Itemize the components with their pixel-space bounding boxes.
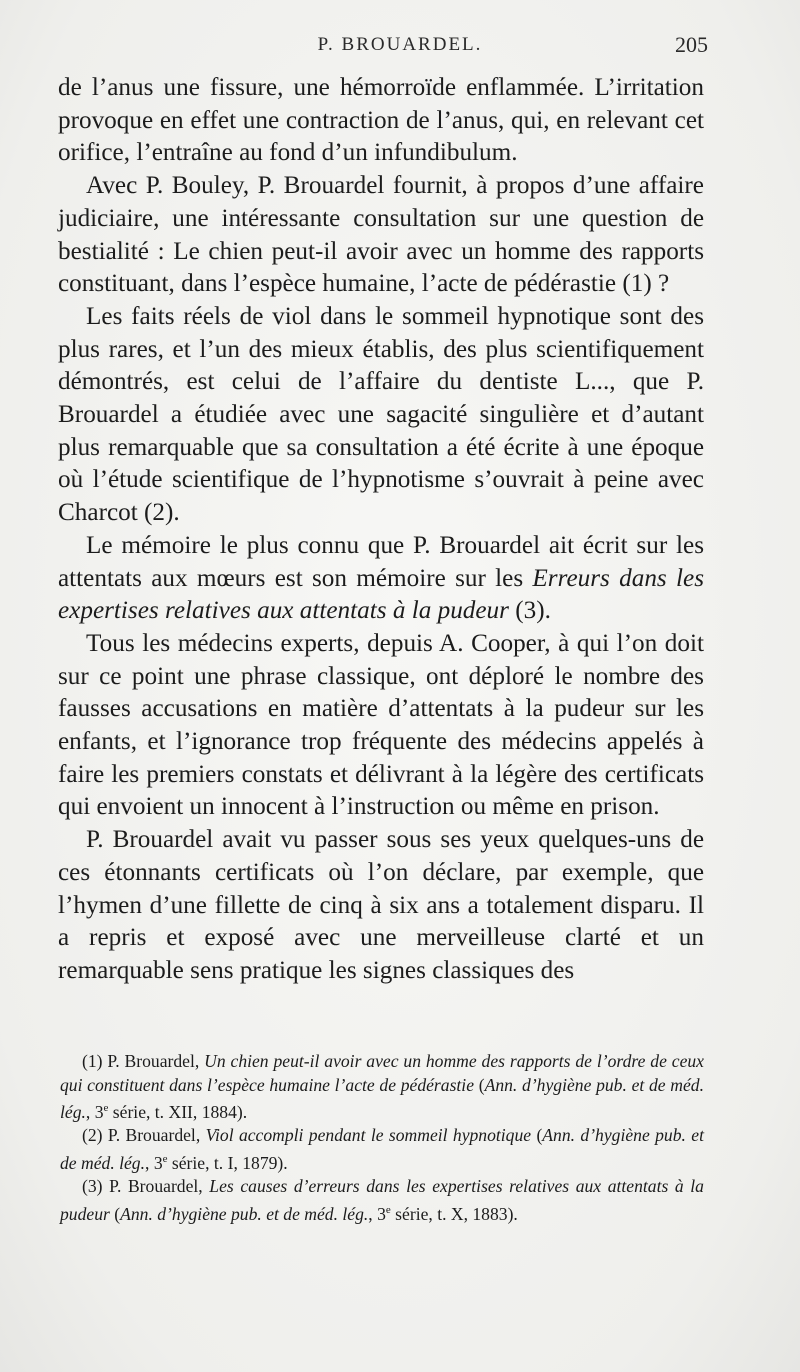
text-run: Le mémoire le plus connu que P. Brouardel ait écrit sur les attentats aux mœurs est son mémoire sur les xyxy=(58,531,704,592)
italic-run: Ann. d’hygiène pub. et de méd. lég. xyxy=(60,1125,704,1173)
text-run: P. Brouardel avait vu passer sous ses yeux quelques-uns de ces étonnants certificats où l’on déclare, par exemple, que l’hymen d’une fillette de cinq à six ans a totalement disparu. Il a repris et exposé avec une merveilleuse clarté et un remarquable sens pratique les signes classiques des xyxy=(58,826,704,984)
paragraph xyxy=(58,301,704,530)
text-run: Tous les médecins experts, depuis A. Cooper, à qui l’on doit sur ce point une phrase classique, ont déploré le nombre des fausses accusations en matière d’attentats à la pudeur sur les enfants, et l’ignorance trop fréquente des médecins appelés à faire les premiers constats et délivrant à la légère des certificats qui envoient un innocent à l’instruction ou même en prison. xyxy=(58,629,704,821)
text-run: (3) P. Brouardel, xyxy=(82,1176,210,1197)
text-run: , 3 xyxy=(368,1203,386,1224)
body-text xyxy=(58,72,704,988)
italic-run: Viol accompli pendant le sommeil hypnotique xyxy=(205,1125,532,1146)
italic-run: Les causes d’erreurs dans les expertises relatives aux attentats à la pudeur xyxy=(60,1176,704,1224)
text-run: (2) P. Brouardel, xyxy=(82,1125,206,1146)
running-head: P. BROUARDEL. xyxy=(317,34,483,55)
page-header xyxy=(0,34,800,64)
footnote xyxy=(60,1124,704,1175)
paragraph xyxy=(58,628,704,824)
text-run: Les faits réels de viol dans le sommeil hypnotique sont des plus rares, et l’un des mieux établis, des plus scientifiquement démontrés, est celui de l’affaire du dentiste L..., que P. Brouardel a étudiée avec une sagacité singulière et d’autant plus remarquable que sa consultation a été écrite à une époque où l’étude scientifique de l’hypnotisme s’ouvrait à peine avec Charcot (2). xyxy=(58,302,704,527)
page-number: 205 xyxy=(675,32,708,57)
text-run: de l’anus une fissure, une hémorroïde enflammée. L’irritation provoque en effet une contraction de l’anus, qui, en relevant cet orifice, l’entraîne au fond d’un infundibulum. xyxy=(58,74,704,167)
paragraph xyxy=(58,170,704,301)
text-run: (3). xyxy=(508,597,551,625)
italic-run: Erreurs dans les expertises relatives aux attentats à la pudeur xyxy=(58,564,704,625)
text-run: ( xyxy=(531,1125,543,1146)
text-run: série, t. XII, 1884). xyxy=(108,1101,248,1122)
footnote xyxy=(60,1175,704,1226)
text-run: , 3 xyxy=(85,1101,104,1122)
footnote xyxy=(60,1050,704,1124)
text-run: , 3 xyxy=(145,1152,163,1173)
superscript-run: e xyxy=(162,1152,168,1165)
text-run: ( xyxy=(109,1203,121,1224)
superscript-run: e xyxy=(385,1203,391,1216)
text-run: série, t. X, 1883). xyxy=(390,1203,518,1224)
paragraph xyxy=(58,72,704,170)
text-run: (1) P. Brouardel, xyxy=(82,1051,205,1071)
italic-run: Ann. d’hygiène pub. et de méd. lég. xyxy=(120,1203,369,1224)
superscript-run: e xyxy=(103,1102,109,1114)
text-run: ( xyxy=(474,1074,485,1095)
paragraph xyxy=(58,530,704,628)
italic-run: Ann. d’hygiène pub. et de méd. lég. xyxy=(60,1074,704,1122)
italic-run: Un chien peut-il avoir avec un homme des rapports de l’ordre de ceux qui constituent dans l’espèce humaine l’acte de pédérastie xyxy=(60,1051,704,1095)
text-run: série, t. I, 1879). xyxy=(167,1152,288,1173)
text-run: Avec P. Bouley, P. Brouardel fournit, à propos d’une affaire judiciaire, une intéressante consultation sur une question de bestialité : Le chien peut-il avoir avec un homme des rapports constituant, dans l’espèce humaine, l’acte de pédérastie (1) ? xyxy=(58,172,704,298)
footnotes xyxy=(60,1050,704,1226)
paragraph xyxy=(58,824,704,988)
